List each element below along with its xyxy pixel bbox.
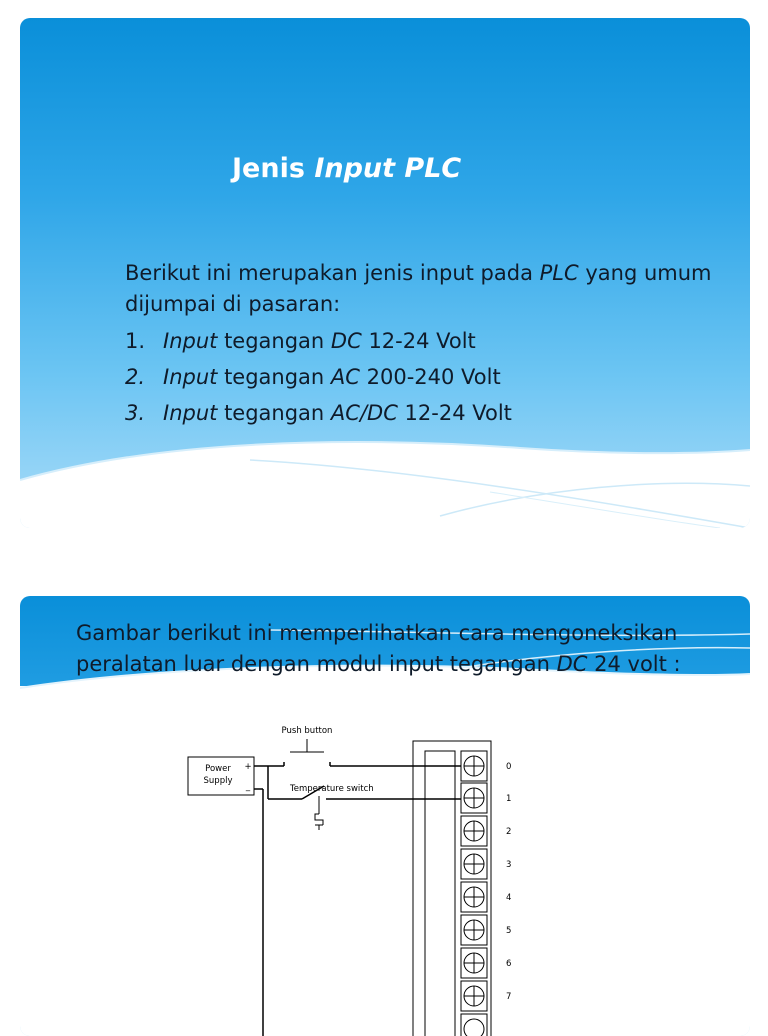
slide-1-body — [125, 258, 725, 433]
list-item — [125, 325, 725, 357]
terminal-column — [461, 751, 487, 1036]
power-supply-label-2: Supply — [203, 776, 233, 786]
intro-2-text-b: 24 volt : — [587, 652, 681, 676]
list-italic-2: AC/DC — [330, 401, 398, 425]
intro-text-a: Berikut ini merupakan jenis input pada — [125, 261, 540, 285]
list-text — [163, 397, 512, 429]
push-button-label: Push button — [281, 726, 333, 736]
temperature-switch-label: Temperature switch — [290, 784, 374, 794]
terminal-number: 1 — [506, 794, 512, 804]
temp-sensor-symbol — [315, 796, 323, 830]
list-text — [163, 325, 476, 357]
terminal-number: 4 — [506, 893, 512, 903]
list-rest: 12-24 Volt — [397, 401, 512, 425]
terminal-number: 6 — [506, 959, 512, 969]
intro-2-dc: DC — [556, 652, 588, 676]
slide-1-intro — [125, 258, 725, 320]
terminal-number: 7 — [506, 992, 512, 1002]
slide-2 — [20, 596, 750, 1036]
terminal-number: 3 — [506, 860, 512, 870]
intro-2-text-a: Gambar berikut ini memperlihatkan cara mengoneksikan peralatan luar dengan modul input tegangan — [76, 621, 678, 676]
list-number: 3. — [125, 401, 146, 425]
wiring-diagram — [20, 596, 750, 1036]
list-number: 1. — [125, 329, 146, 353]
terminal-number: 5 — [506, 926, 512, 936]
minus-sign: _ — [245, 782, 251, 792]
list-mid: tegangan — [217, 401, 331, 425]
intro-plc: PLC — [539, 261, 579, 285]
list-rest: 200-240 Volt — [359, 365, 501, 389]
slide-1 — [20, 18, 750, 528]
list-mid: tegangan — [217, 329, 331, 353]
slide-1-wave — [20, 428, 750, 528]
list-italic: Input — [163, 365, 218, 389]
intro-text-b: yang umum dijumpai di pasaran: — [125, 261, 712, 316]
list-italic-2: AC — [330, 365, 360, 389]
list-italic: Input — [163, 401, 218, 425]
list-italic: Input — [163, 329, 218, 353]
title-prefix: Jenis — [232, 153, 315, 184]
module-frame-inner — [425, 751, 455, 1036]
list-rest: 12-24 Volt — [361, 329, 476, 353]
list-item — [125, 361, 725, 393]
slide-1-title — [232, 153, 461, 184]
title-italic: Input PLC — [314, 153, 462, 184]
power-supply-label-1: Power — [205, 764, 231, 774]
list-item — [125, 397, 725, 429]
list-italic-2: DC — [330, 329, 362, 353]
list-number: 2. — [125, 365, 146, 389]
terminal-number: 0 — [506, 762, 512, 772]
input-type-list — [125, 325, 725, 429]
plus-sign: + — [244, 762, 252, 772]
list-mid: tegangan — [217, 365, 331, 389]
list-text — [163, 361, 501, 393]
terminal-number: 2 — [506, 827, 512, 837]
